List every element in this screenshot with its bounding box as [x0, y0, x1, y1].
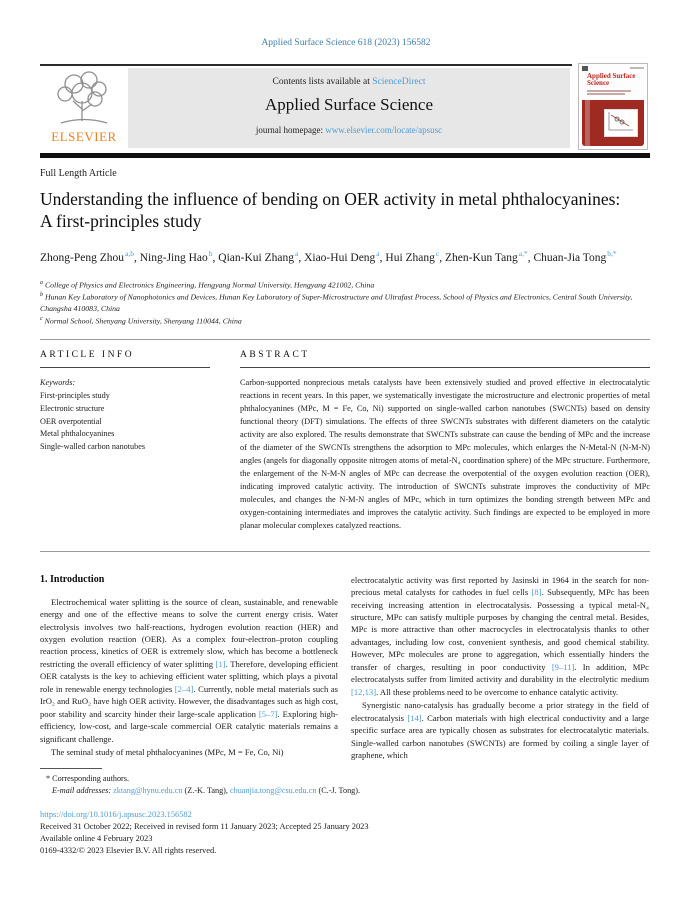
keywords-label: Keywords:: [40, 378, 76, 388]
received-dates: Received 31 October 2022; Received in revised form 11 January 2023; Accepted 25 January 2023: [40, 822, 369, 831]
citation-link[interactable]: [2–4]: [174, 683, 194, 694]
running-head-citation: Applied Surface Science 618 (2023) 156582: [261, 38, 431, 48]
article-content: [40, 168, 650, 761]
author-affiliation-sup: a: [294, 248, 299, 258]
email-owner: (C.-J. Tong).: [318, 786, 361, 795]
keyword: OER overpotential: [40, 416, 102, 426]
email-link-tong[interactable]: chuanjia.tong@csu.edu.cn: [229, 786, 317, 795]
author-affiliation-sup: a,*: [518, 248, 528, 258]
article-info-column: [40, 350, 210, 532]
elsevier-tree-icon: [51, 69, 117, 131]
author-affiliation-sup: a,b: [125, 248, 134, 258]
citation-link[interactable]: [5–7]: [258, 708, 278, 719]
citation-link[interactable]: [14]: [407, 712, 422, 723]
article-title: Understanding the influence of bending on OER activity in metal phthalocyanines: A first-principles study: [40, 189, 621, 232]
intro-paragraph: Electrochemical water splitting is the source of clean, sustainable, and renewable energy and one of the effective means to solve the current energy crisis. Water electrolysis involves two half-reactions, hydrogen evolution reaction (HER) and oxygen evolution reaction (OER). As a complex four-electron–proton coupling reaction process, kinetics of OER is extremely slow, which has become a bottleneck restricting the overall efficiency of water splitting [1]. Therefore, developing efficient OER catalysts is the key to achieving efficient water splitting, which plays a pivotal role in renewable energy technologies [2–4]. Currently, noble metal materials such as IrO₂ and RuO₂ have high OER activity. However, the disadvantages such as high cost, poor stability and scarcity hinder their large-scale application [5–7]. Exploring high-efficiency, low-cost, and large-scale commercial OER catalytic materials remains a significant challenge.: [40, 596, 338, 744]
elsevier-wordmark: ELSEVIER: [51, 129, 117, 144]
introduction-section: [40, 574, 650, 762]
doi-link[interactable]: https://doi.org/10.1016/j.apsusc.2023.156582: [40, 810, 192, 819]
citation-link[interactable]: [8]: [531, 587, 542, 598]
keyword: Electronic structure: [40, 403, 105, 413]
cover-subline: [587, 93, 625, 95]
author[interactable]: Xiao-Hui Deng$^a$,: [304, 248, 386, 264]
homepage-link[interactable]: www.elsevier.com/locate/apsusc: [325, 125, 443, 135]
corresponding-authors-note: * Corresponding authors.: [46, 774, 130, 783]
footnote-rule: [40, 768, 102, 769]
affiliation-list: [40, 279, 650, 328]
cover-header: [579, 64, 647, 100]
elsevier-logo[interactable]: [42, 69, 126, 149]
citation-link[interactable]: [9–11]: [551, 661, 575, 672]
intro-paragraph: The seminal study of metal phthalocyanines (MPc, M = Fe, Co, Ni): [51, 747, 284, 758]
affiliation: $^c$ Normal School, Shenyang University, Shenyang 110044, China: [40, 316, 242, 326]
introduction-heading: 1. Introduction: [40, 573, 105, 585]
homepage-label: journal homepage:: [255, 125, 324, 135]
affiliation: $^b$ Hunan Key Laboratory of Nanophotonics and Devices, Hunan Key Laboratory of Super-Microstructure and Ultrafast Process, School of Physics and Electronics, Central South University, Changsha 410083, China: [40, 292, 633, 314]
intro-paragraph: electrocatalytic activity was first reported by Jasinski in 1964 in the search for non-precious metal catalysts for cathodes in fuel cells [8]. Subsequently, MPc has been receiving increasing attention in electrocatalysis. Possessing a typical metal-N₄ structure, MPc can satisfy multiple purposes by changing the central metal. Besides, MPc is more attractive than other macrocycles in electrocatalysis thanks to other advantages, including low cost, convenient synthesis, and good chemical stability. However, MPc molecules are prone to aggregation, which essentially hinders the transfer of charges, resulting in poor conductivity [9–11]. In addition, MPc electrocatalysts suffer from limited activity and durability in the electrolytic medium [12,13]. All these problems need to be overcome to enhance catalytic activity.: [351, 574, 649, 697]
cover-chart-inset: [604, 109, 638, 137]
keyword: Single-walled carbon nanotubes: [40, 441, 146, 451]
keywords-block: [40, 377, 210, 453]
abstract-column: [240, 350, 650, 532]
cover-barcode-icon: [582, 66, 588, 71]
author[interactable]: Zhen-Kun Tang$^{a,*}$,: [445, 248, 534, 264]
abstract-heading: ABSTRACT: [240, 350, 650, 368]
cover-title: Applied Surface Science: [587, 72, 636, 88]
footer: [40, 764, 650, 855]
keyword: Metal phthalocyanines: [40, 429, 115, 439]
author-affiliation-sup: a: [376, 248, 380, 258]
journal-banner: [128, 68, 570, 148]
sciencedirect-link[interactable]: ScienceDirect: [372, 77, 426, 87]
info-abstract-section: [40, 339, 650, 551]
email-link-tang[interactable]: zktang@hynu.edu.cn: [113, 786, 183, 795]
journal-cover-thumbnail[interactable]: [578, 63, 648, 150]
article-info-heading: ARTICLE INFO: [40, 350, 210, 368]
cover-body: [582, 100, 644, 146]
issn-copyright: 0169-4332/© 2023 Elsevier B.V. All rights reserved.: [40, 846, 217, 855]
contents-line: [128, 77, 570, 87]
header-rule: [40, 64, 572, 66]
cover-issue-mark: [630, 67, 644, 69]
abstract-text: Carbon-supported nonprecious metals catalysts have been extensively studied and proved effective in electrocatalytic reactions in recent years. In this paper, we systematically investigate the microstructure and electronic properties of metal phthalocyanines (MPc, M = Fe, Co, Ni) supported on single-walled carbon nanotubes (SWCNTs) based on density functional theory (DFT) simulations. The effects of three SWCNTs substrates with different diameters on the catalytic activity are also explored. The results demonstrate that SWCNTs substrate can cause the bending of MPc and the increase of the diameter of the SWCNTs strengthens the adsorption to MPc molecules, which enlarges the N-Metal-N (N-M-N) angles (angels for diagonally opposite nitrogen atoms of metal-N₄ coordination sphere) of the MPc structure. Furthermore, the enlargement of the N-M-N angles of MPc can decrease the overpotential of the oxygen evolution reaction (OER), indicating improved catalytic activity. The introduction of SWCNTs substrate improves the conductivity of MPc molecules, and changes the N-M-N angles of MPc, which in turn optimizes the bonding strength between MPc and oxygen-containing intermediates and improves the catalytic activity. Such findings are expected to be employed in more planar molecular complexes catalyzed reactions.: [240, 378, 650, 530]
author[interactable]: Zhong-Peng Zhou$^{a,b}$,: [40, 248, 140, 264]
journal-title: Applied Surface Science: [264, 95, 434, 114]
author-affiliation-sup: c: [435, 248, 440, 258]
available-online-date: Available online 4 February 2023: [40, 834, 153, 843]
keyword: First-principles study: [40, 391, 110, 401]
author[interactable]: Qian-Kui Zhang$^a$,: [218, 248, 305, 264]
article-type-label: Full Length Article: [40, 168, 117, 179]
citation-link[interactable]: [1]: [215, 658, 226, 669]
homepage-line: [128, 125, 570, 135]
author-affiliation-sup: b,*: [607, 248, 617, 258]
email-addresses-line: [40, 786, 650, 795]
affiliation: $^a$ College of Physics and Electronics Engineering, Hengyang Normal University, Hengyang 421002, China: [40, 279, 375, 290]
email-label: E-mail addresses:: [52, 786, 112, 795]
author-affiliation-sup: b: [208, 248, 213, 258]
cover-spine-stripe: [585, 100, 590, 146]
author[interactable]: Ning-Jing Hao$^b$,: [139, 248, 219, 264]
cover-subline: [587, 90, 631, 92]
citation-link[interactable]: [12,13]: [351, 686, 377, 697]
contents-text: Contents lists available at: [272, 77, 370, 87]
author[interactable]: Hui Zhang$^c$,: [385, 248, 445, 264]
right-column: [351, 574, 649, 762]
header-divider-bar: [40, 153, 650, 158]
email-owner: (Z.-K. Tang),: [184, 786, 228, 795]
author-list: [40, 248, 640, 267]
author[interactable]: Chuan-Jia Tong$^{b,*}$: [533, 248, 617, 264]
intro-paragraph: Synergistic nano-catalysis has gradually become a prior strategy in the field of electrocatalysis [14]. Carbon materials with high electrical conductivity and a large specific surface area are typically chosen as substrates for electrocatalytic materials. Single-walled carbon nanotubes (SWCNTs) are formed by coiling a single layer of graphene, which: [351, 700, 649, 760]
left-column: [40, 574, 338, 762]
